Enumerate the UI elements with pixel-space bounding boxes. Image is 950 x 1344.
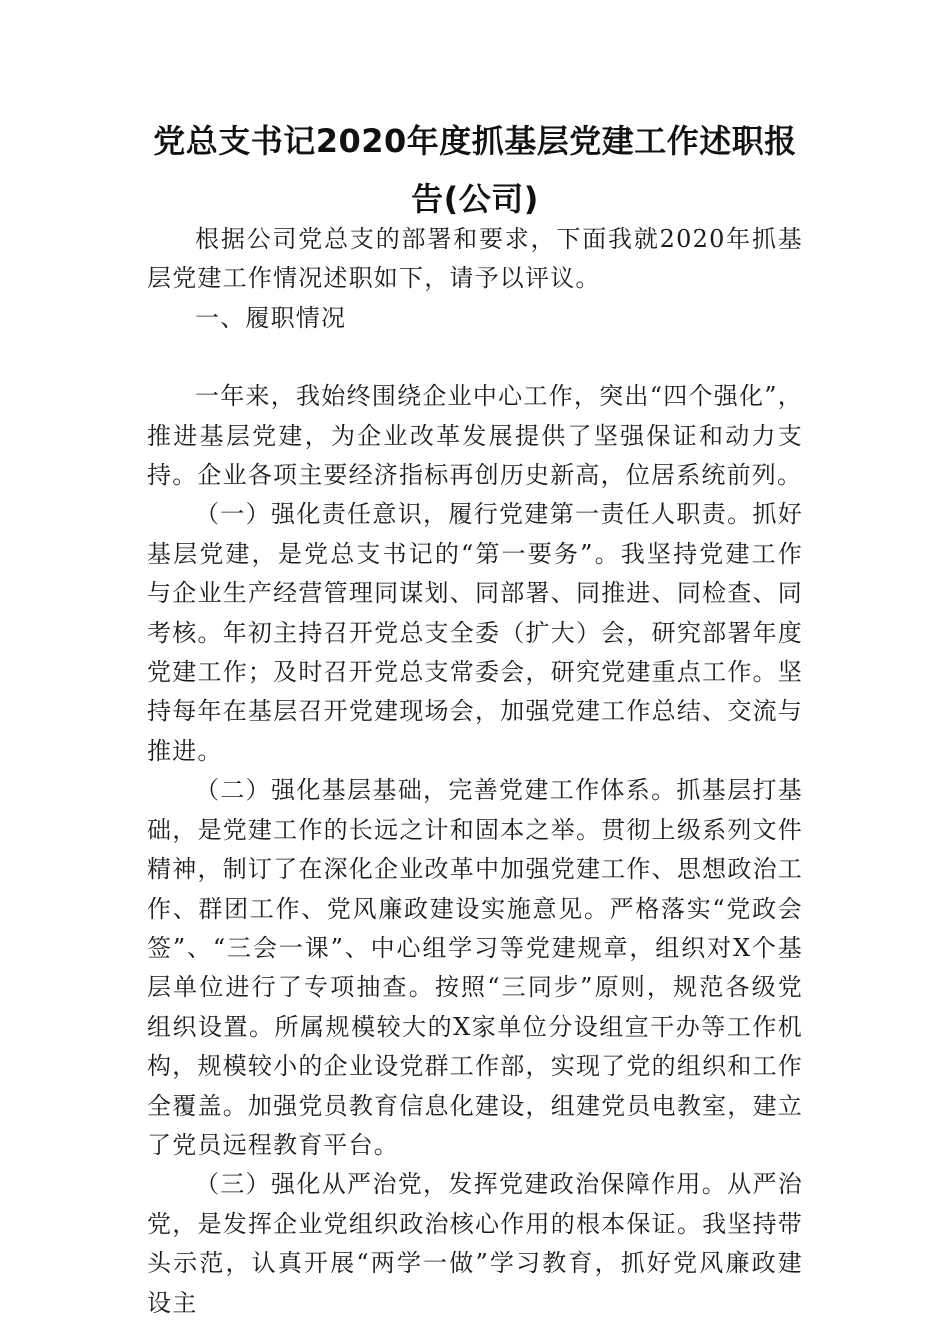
summary-paragraph: 一年来，我始终围绕企业中心工作，突出“四个强化”，推进基层党建，为企业改革发展提供了坚强保证和动力支持。企业各项主要经济指标再创历史新高，位居系统前列。 xyxy=(147,382,803,490)
intro-paragraph: 根据公司党总支的部署和要求，下面我就2020年抓基层党建工作情况述职如下，请予以评议。 xyxy=(147,225,803,293)
item-1-paragraph: （一）强化责任意识，履行党建第一责任人职责。抓好基层党建，是党总支书记的“第一要务”。我坚持党建工作与企业生产经营管理同谋划、同部署、同推进、同检查、同考核。年初主持召开党总支全委（扩大）会，研究部署年度党建工作；及时召开党总支常委会，研究党建重点工作。坚持每年在基层召开党建现场会，加强党建工作总结、交流与推进。 xyxy=(147,500,803,765)
section-heading: 一、履职情况 xyxy=(195,303,347,332)
item-3-paragraph: （三）强化从严治党，发挥党建政治保障作用。从严治党，是发挥企业党组织政治核心作用的根本保证。我坚持带头示范，认真开展“两学一做”学习教育，抓好党风廉政建设主 xyxy=(147,1170,803,1317)
item-2-paragraph: （二）强化基层基础，完善党建工作体系。抓基层打基础，是党建工作的长远之计和固本之举。贯彻上级系列文件精神，制订了在深化企业改革中加强党建工作、思想政治工作、群团工作、党风廉政建设实施意见。严格落实“党政会签”、“三会一课”、中心组学习等党建规章，组织对X个基层单位进行了专项抽查。按照“三同步”原则，规范各级党组织设置。所属规模较大的X家单位分设组宣干办等工作机构，规模较小的企业设党群工作部，实现了党的组织和工作全覆盖。加强党员教育信息化建设，组建党员电教室，建立了党员远程教育平台。 xyxy=(147,776,803,1159)
document-title: 党总支书记2020年度抓基层党建工作述职报告(公司) xyxy=(153,122,797,218)
document-body xyxy=(147,220,803,1323)
